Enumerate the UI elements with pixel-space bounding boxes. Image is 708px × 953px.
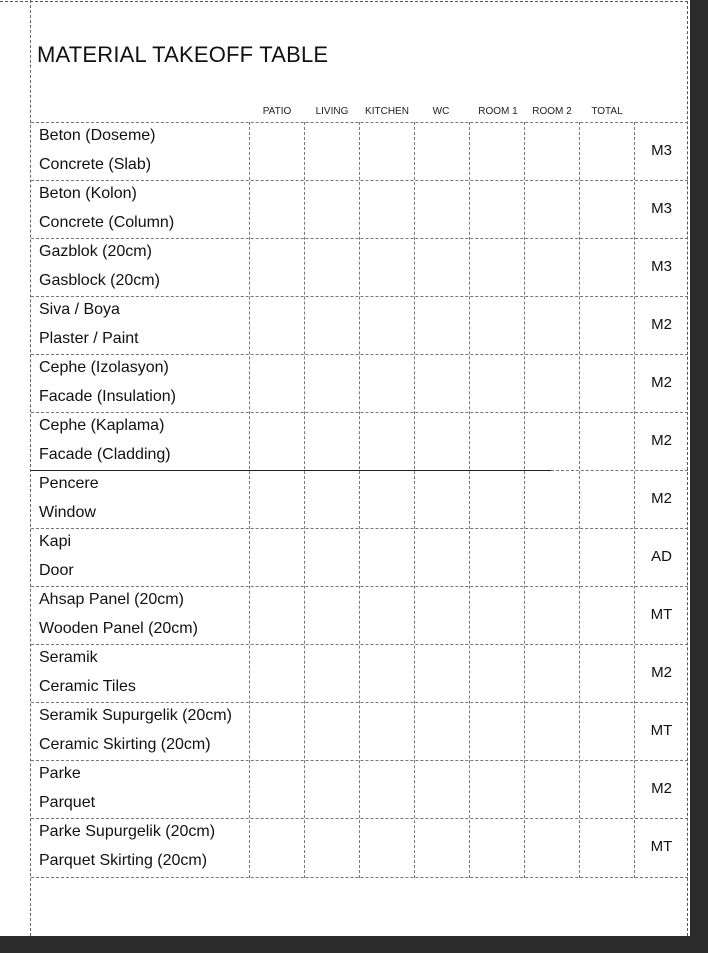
material-name-english: Window (39, 504, 96, 521)
table-row (31, 702, 688, 760)
material-name-english: Ceramic Tiles (39, 678, 136, 695)
material-name-english: Ceramic Skirting (20cm) (39, 736, 211, 753)
material-name-turkish: Cephe (Kaplama) (39, 417, 165, 434)
table-row (31, 354, 688, 412)
material-name-english: Facade (Cladding) (39, 446, 171, 463)
table-row (31, 180, 688, 238)
material-name-turkish: Pencere (39, 475, 99, 492)
row-divider (31, 818, 688, 819)
row-divider (31, 760, 688, 761)
unit-label: M3 (651, 258, 672, 275)
material-name-turkish: Seramik (39, 649, 98, 666)
material-name-english: Wooden Panel (20cm) (39, 620, 198, 637)
table-row (31, 470, 688, 528)
sheet-shadow-bottom (0, 936, 708, 953)
material-name-turkish: Beton (Doseme) (39, 127, 156, 144)
material-name-turkish: Ahsap Panel (20cm) (39, 591, 184, 608)
material-name-english: Concrete (Slab) (39, 156, 152, 173)
unit-label: M2 (651, 490, 672, 507)
unit-label: M2 (651, 374, 672, 391)
unit-label: M2 (651, 432, 672, 449)
table-row (31, 644, 688, 702)
row-divider (31, 528, 688, 529)
column-header-wc: WC (432, 106, 450, 117)
column-header-patio: PATIO (262, 106, 292, 117)
column-header-room-2: ROOM 2 (532, 106, 572, 117)
unit-label: M2 (651, 664, 672, 681)
material-name-turkish: Seramik Supurgelik (20cm) (39, 707, 232, 724)
material-name-turkish: Gazblok (20cm) (39, 243, 152, 260)
sheet-shadow-right (690, 6, 708, 953)
row-divider (31, 412, 688, 413)
material-name-turkish: Siva / Boya (39, 301, 120, 318)
material-name-english: Door (39, 562, 74, 579)
row-divider (31, 296, 688, 297)
material-name-turkish: Parke Supurgelik (20cm) (39, 823, 216, 840)
table-row (31, 760, 688, 818)
column-header-room-1: ROOM 1 (478, 106, 518, 117)
row-divider (31, 122, 688, 123)
material-name-turkish: Parke (39, 765, 81, 782)
column-header-total: TOTAL (591, 106, 623, 117)
row-divider (31, 644, 688, 645)
material-name-turkish: Beton (Kolon) (39, 185, 137, 202)
table-row (31, 238, 688, 296)
material-name-english: Plaster / Paint (39, 330, 139, 347)
table-row (31, 296, 688, 354)
table-bottom-border (31, 877, 688, 878)
table-row (31, 586, 688, 644)
unit-label: M2 (651, 780, 672, 797)
unit-label: M3 (651, 142, 672, 159)
material-name-english: Gasblock (20cm) (39, 272, 160, 289)
unit-label: MT (650, 722, 673, 739)
row-divider (31, 180, 688, 181)
table-title: MATERIAL TAKEOFF TABLE (37, 42, 329, 67)
table-row (31, 818, 688, 876)
material-name-english: Parquet (39, 794, 96, 811)
unit-label: MT (650, 838, 673, 855)
material-name-turkish: Kapi (39, 533, 72, 550)
row-divider (31, 702, 688, 703)
table-row (31, 412, 688, 470)
column-header-kitchen: KITCHEN (365, 106, 409, 117)
row-divider (31, 586, 688, 587)
takeoff-table (31, 122, 688, 878)
material-name-english: Parquet Skirting (20cm) (39, 852, 208, 869)
material-name-english: Concrete (Column) (39, 214, 175, 231)
row-divider (31, 470, 551, 471)
row-divider (31, 238, 688, 239)
unit-label: MT (650, 606, 673, 623)
material-name-turkish: Cephe (Izolasyon) (39, 359, 169, 376)
row-divider (31, 354, 688, 355)
table-row (31, 528, 688, 586)
material-name-english: Facade (Insulation) (39, 388, 176, 405)
unit-label: M3 (651, 200, 672, 217)
column-header-living: LIVING (315, 106, 349, 117)
unit-label: M2 (651, 316, 672, 333)
row-divider (551, 470, 688, 471)
table-row (31, 122, 688, 180)
unit-label: AD (651, 548, 672, 565)
